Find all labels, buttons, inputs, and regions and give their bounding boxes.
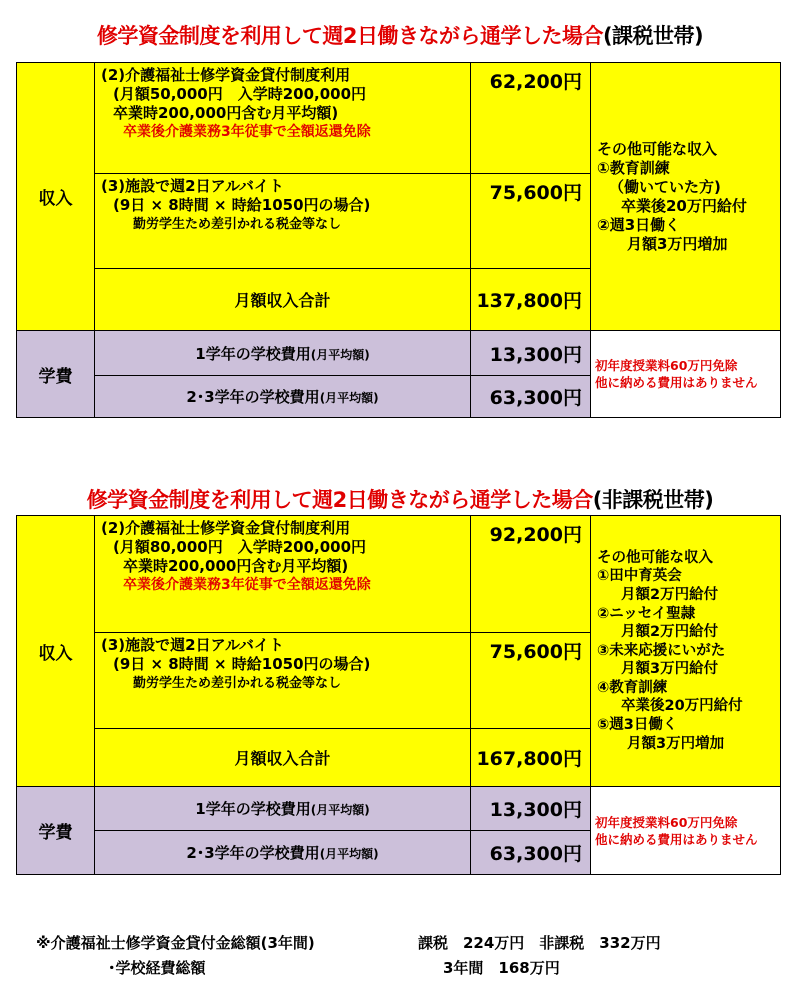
block1-other-1: ①教育訓練 [597, 158, 670, 177]
block1-item1-line3: 卒業時200,000円含む月平均額) [113, 104, 339, 122]
block2-total-label: 月額収入合計 [95, 729, 471, 787]
footer-school-label: ･学校経費総額 [108, 959, 206, 977]
block1-item1-amount: 62,200円 [471, 63, 591, 174]
block1-item2-note: 勤労学生ため差引かれる税金等なし [133, 217, 342, 232]
block2-item1-desc [95, 516, 471, 633]
block2-other-0: その他可能な収入 [597, 549, 713, 566]
block1-total-label: 月額収入合計 [95, 269, 471, 331]
block1-title [0, 20, 800, 50]
footer-loan-value: 課税 224万円 非課税 332万円 [418, 934, 661, 952]
block1-item2-amount: 75,600円 [471, 174, 591, 269]
block1-item2-line1: (3)施設で週2日アルバイト [101, 177, 284, 195]
block1-item1-line1: (2)介護福祉士修学資金貸付制度利用 [101, 66, 351, 84]
block1-other-2: （働いていた方) [609, 177, 721, 196]
block2-other-10: 月額3万円増加 [627, 735, 725, 752]
block2-fee2-amount: 63,300円 [471, 831, 591, 875]
block2-other-income [591, 516, 781, 787]
block2-fees-label: 学費 [17, 787, 95, 875]
block2-item2-line2: (9日 × 8時間 × 時給1050円の場合) [113, 655, 371, 673]
block1-other-3: 卒業後20万円給付 [621, 196, 747, 215]
footer-loan-label: ※介護福祉士修学資金貸付金総額(3年間) [36, 934, 315, 952]
block1-item2-line2: (9日 × 8時間 × 時給1050円の場合) [113, 196, 371, 214]
block2-income-label: 収入 [17, 516, 95, 787]
block1-other-income [591, 63, 781, 331]
block1-item2-desc [95, 174, 471, 269]
block2-fee-note: 初年度授業料60万円免除 他に納める費用はありません [591, 787, 781, 875]
block2-other-4: 月額2万円給付 [621, 624, 719, 641]
block1-item1-desc [95, 63, 471, 174]
block1-item1-note: 卒業後介護業務3年従事で全額返還免除 [123, 124, 371, 140]
block2-item1-line1: (2)介護福祉士修学資金貸付制度利用 [101, 519, 351, 537]
block1-other-4: ②週3日働く [597, 215, 681, 234]
block2-item1-amount: 92,200円 [471, 516, 591, 633]
block2-other-1: ①田中育英会 [597, 568, 682, 585]
block1-table [16, 62, 781, 418]
block2-item2-note: 勤労学生ため差引かれる税金等なし [133, 676, 342, 691]
block2-item2-desc [95, 633, 471, 729]
block2-title-suffix: (非課税世帯) [592, 488, 714, 512]
block2-fee2-label: 2･3学年の学校費用(月平均額) [95, 831, 471, 875]
block1-other-0: その他可能な収入 [597, 139, 718, 158]
block2-total-amount: 167,800円 [471, 729, 591, 787]
block2-item1-note: 卒業後介護業務3年従事で全額返還免除 [123, 577, 371, 593]
block1-fee2-amount: 63,300円 [471, 376, 591, 418]
block1-fee1-label: 1学年の学校費用(月平均額) [95, 331, 471, 376]
block1-other-5: 月額3万円増加 [627, 234, 728, 253]
block2-title [0, 484, 800, 514]
block1-fee-note: 初年度授業料60万円免除 他に納める費用はありません [591, 331, 781, 418]
block2-fee1-label: 1学年の学校費用(月平均額) [95, 787, 471, 831]
footer-school-value: 3年間 168万円 [443, 959, 560, 977]
block2-title-main: 修学資金制度を利用して週2日働きながら通学した場合 [86, 488, 593, 512]
block1-fees-label: 学費 [17, 331, 95, 418]
block2-item1-line3: 卒業時200,000円含む月平均額) [123, 557, 349, 575]
block1-income-label: 収入 [17, 63, 95, 331]
block2-other-3: ②ニッセイ聖隷 [597, 605, 696, 622]
block1-fee1-amount: 13,300円 [471, 331, 591, 376]
block2-item2-line1: (3)施設で週2日アルバイト [101, 636, 284, 654]
block1-total-amount: 137,800円 [471, 269, 591, 331]
block2-item2-amount: 75,600円 [471, 633, 591, 729]
block2-other-5: ③未来応援にいがた [597, 642, 726, 659]
block2-other-8: 卒業後20万円給付 [621, 698, 743, 715]
block2-other-7: ④教育訓練 [597, 679, 668, 696]
block1-title-suffix: (課税世帯) [602, 24, 704, 48]
block1-item1-line2: (月額50,000円 入学時200,000円 [113, 85, 367, 103]
block2-table [16, 515, 781, 875]
block1-title-main: 修学資金制度を利用して週2日働きながら通学した場合 [96, 24, 603, 48]
block2-fee1-amount: 13,300円 [471, 787, 591, 831]
block2-other-9: ⑤週3日働く [597, 717, 678, 734]
block1-fee2-label: 2･3学年の学校費用(月平均額) [95, 376, 471, 418]
block2-item1-line2: (月額80,000円 入学時200,000円 [113, 538, 367, 556]
block2-other-6: 月額3万円給付 [621, 661, 719, 678]
block2-other-2: 月額2万円給付 [621, 586, 719, 603]
